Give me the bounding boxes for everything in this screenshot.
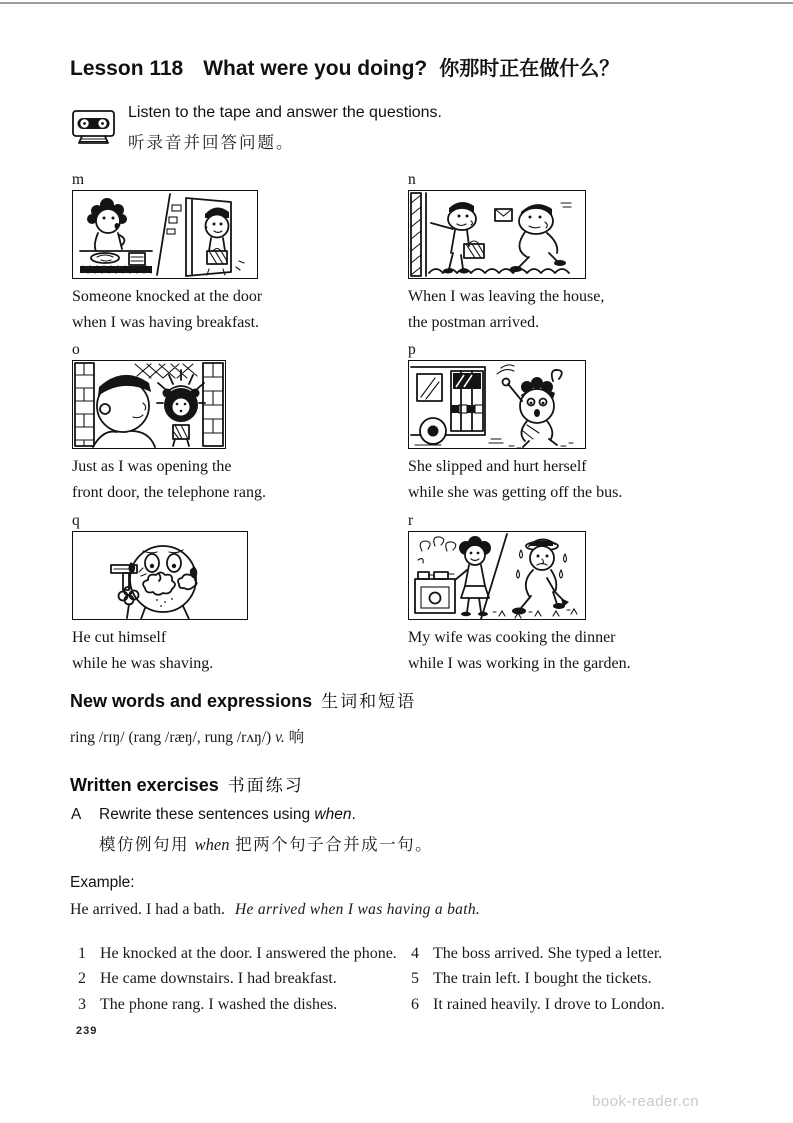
word-entry-pos: v. (275, 729, 285, 746)
instruction-zh-prefix: 模仿例句用 (99, 835, 195, 854)
written-heading-en: Written exercises (70, 775, 219, 795)
example-sentence (70, 901, 480, 919)
watermark: book-reader.cn (592, 1093, 700, 1110)
instruction-suffix: . (351, 806, 356, 823)
panel-caption (408, 625, 631, 677)
written-heading-zh: 书面练习 (227, 776, 304, 795)
caption-line-1: She slipped and hurt herself (408, 458, 587, 475)
section-letter: A (71, 806, 82, 823)
panel-caption (72, 454, 266, 506)
instruction-en: Listen to the tape and answer the questions. (128, 104, 442, 121)
exercise-a-instruction-zh (99, 831, 433, 855)
item-text: The boss arrived. She typed a letter. (433, 945, 663, 962)
item-text: The phone rang. I washed the dishes. (100, 995, 338, 1013)
panel-caption (72, 284, 262, 336)
caption-line-1: My wife was cooking the dinner (408, 629, 616, 646)
word-entry-phonetics: /rɪŋ/ (rang /ræŋ/, rung /rʌŋ/) (94, 729, 276, 746)
cartoon-telephone-rang (72, 360, 226, 449)
caption-line-2: while she was getting off the bus. (408, 484, 623, 501)
panel-r (408, 513, 631, 677)
cartoon-postman-arrived (408, 190, 586, 279)
word-entry-word: ring (70, 729, 95, 746)
exercise-a-instruction (71, 806, 356, 824)
listening-instruction (71, 104, 442, 153)
panel-label: r (408, 512, 414, 529)
panel-label: q (72, 512, 80, 529)
exercise-item (78, 966, 397, 991)
exercise-list-left (78, 941, 397, 1017)
word-entry-gloss: 响 (284, 729, 305, 746)
item-text: It rained heavily. I drove to London. (433, 995, 665, 1013)
caption-line-1: He cut himself (72, 629, 167, 646)
panel-label: p (408, 341, 416, 358)
written-exercises-heading (70, 771, 304, 796)
exercise-item (411, 941, 665, 966)
item-number: 2 (78, 970, 86, 988)
panel-p (408, 342, 622, 506)
cartoon-cut-shaving (72, 531, 248, 620)
panel-label: o (72, 341, 80, 358)
item-text: The train left. I bought the tickets. (433, 970, 652, 988)
panel-caption (72, 625, 248, 677)
example-label: Example: (70, 874, 135, 891)
panel-caption (408, 284, 604, 336)
cartoon-breakfast-door-knock (72, 190, 258, 279)
exercise-list-right (411, 941, 665, 1017)
panel-m (72, 172, 262, 336)
item-number: 6 (411, 995, 419, 1013)
panel-label: m (72, 171, 85, 188)
item-number: 4 (411, 945, 419, 962)
cartoon-slipped-off-bus (408, 360, 586, 449)
lesson-title-zh: 你那时正在做什么？ (439, 58, 620, 80)
item-text: He knocked at the door. I answered the phone. (100, 945, 397, 962)
caption-line-2: when I was having breakfast. (72, 314, 260, 331)
page-title (70, 52, 619, 81)
example-prompt: He arrived. I had a bath. (70, 901, 226, 918)
panel-label: n (408, 171, 416, 188)
exercise-item (78, 941, 397, 966)
new-words-heading (70, 687, 416, 712)
panel-n (408, 172, 604, 336)
exercise-item (411, 966, 665, 991)
scan-edge-line (0, 2, 793, 4)
example-answer-handwritten: He arrived when I was having a bath. (235, 901, 481, 918)
instruction-text (128, 104, 442, 153)
new-words-heading-zh: 生词和短语 (321, 692, 417, 711)
new-words-heading-en: New words and expressions (70, 691, 313, 711)
cartoon-cooking-and-gardening (408, 531, 586, 620)
word-entry-ring (70, 725, 304, 747)
exercise-item (411, 992, 665, 1017)
instruction-zh-suffix: 把两个句子合并成一句。 (229, 835, 434, 854)
item-text: He came downstairs. I had breakfast. (100, 970, 337, 988)
caption-line-1: Just as I was opening the (72, 458, 232, 475)
instruction-zh: 听录音并回答问题。 (128, 133, 295, 152)
caption-line-2: the postman arrived. (408, 314, 540, 331)
panel-caption (408, 454, 622, 506)
caption-line-2: front door, the telephone rang. (72, 484, 266, 501)
page-number: 239 (76, 1025, 98, 1037)
lesson-title-en: What were you doing? (203, 57, 428, 80)
caption-line-1: Someone knocked at the door (72, 288, 263, 305)
caption-line-2: while I was working in the garden. (408, 655, 631, 672)
instruction-when: when (314, 806, 352, 823)
instruction-zh-when: when (194, 835, 230, 854)
caption-line-1: When I was leaving the house, (408, 288, 605, 305)
item-number: 5 (411, 970, 419, 988)
panel-o (72, 342, 266, 506)
instruction-prefix: Rewrite these sentences using (99, 806, 315, 823)
item-number: 1 (78, 945, 86, 962)
lesson-number: Lesson 118 (70, 57, 184, 80)
exercise-item (78, 992, 397, 1017)
panel-q (72, 513, 248, 677)
item-number: 3 (78, 995, 86, 1013)
cassette-icon (71, 108, 117, 151)
caption-line-2: while he was shaving. (72, 655, 214, 672)
